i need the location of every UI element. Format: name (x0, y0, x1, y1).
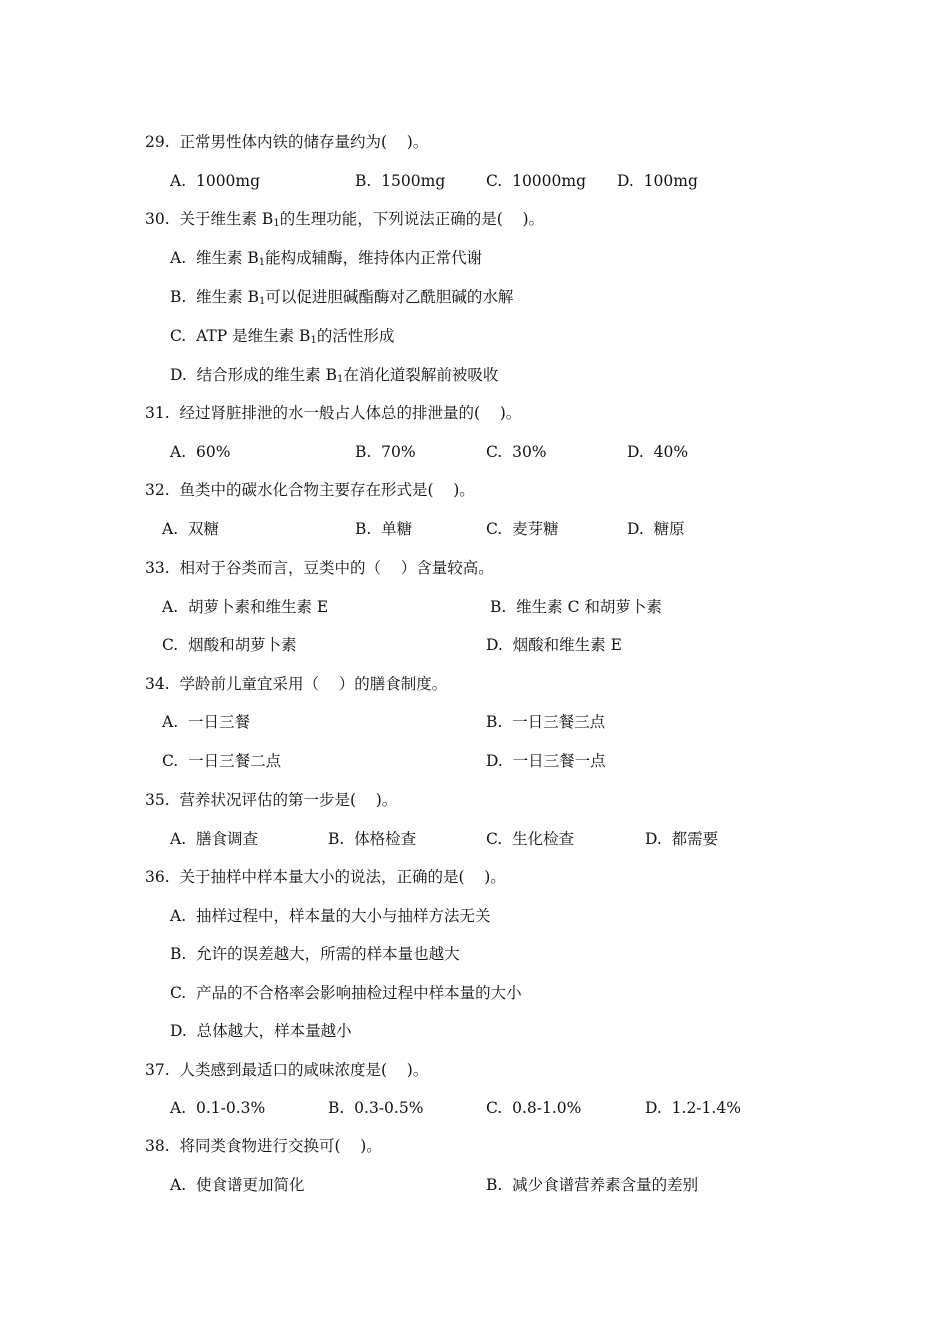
question-37-stem: 37. 人类感到最适口的咸味浓度是( )。 (145, 1061, 429, 1079)
question-36-stem: 36. 关于抽样中样本量大小的说法，正确的是( )。 (145, 868, 506, 886)
question-36-option-c: C. 产品的不合格率会影响抽检过程中样本量的大小 (170, 984, 522, 1002)
question-34-option-b: B. 一日三餐三点 (486, 713, 606, 731)
question-37-option-d: D. 1.2-1.4% (645, 1099, 741, 1117)
question-33-option-d: D. 烟酸和维生素 E (486, 636, 622, 654)
question-29-option-c: C. 10000mg (486, 172, 587, 190)
question-31-option-a: A. 60% (170, 443, 231, 461)
question-38-option-a: A. 使食谱更加简化 (170, 1176, 305, 1194)
question-29-option-b: B. 1500mg (355, 172, 446, 190)
question-30-option-c: C. ATP 是维生素 $B_1$的活性形成 (170, 327, 395, 346)
question-35-option-b: B. 体格检查 (328, 830, 417, 848)
question-29-stem: 29. 正常男性体内铁的储存量约为( )。 (145, 133, 429, 151)
question-36-option-d: D. 总体越大，样本量越小 (170, 1022, 352, 1040)
question-34-stem: 34. 学龄前儿童宜采用（ ）的膳食制度。 (145, 675, 448, 693)
question-35-option-c: C. 生化检查 (486, 830, 575, 848)
question-38-stem: 38. 将同类食物进行交换可( )。 (145, 1137, 382, 1155)
question-34-option-c: C. 一日三餐二点 (162, 752, 282, 770)
question-35-option-a: A. 膳食调查 (170, 830, 258, 848)
question-37-option-c: C. 0.8-1.0% (486, 1099, 582, 1117)
question-31-option-c: C. 30% (486, 443, 547, 461)
question-30-option-b: B. 维生素 $B_1$可以促进胆碱酯酶对乙酰胆碱的水解 (170, 288, 514, 307)
question-32-stem: 32. 鱼类中的碳水化合物主要存在形式是( )。 (145, 481, 475, 499)
question-31-stem: 31. 经过肾脏排泄的水一般占人体总的排泄量的( )。 (145, 404, 522, 422)
question-32-option-a: A. 双糖 (162, 520, 219, 538)
question-37-option-a: A. 0.1-0.3% (170, 1099, 266, 1117)
question-32-option-b: B. 单糖 (355, 520, 413, 538)
question-35-option-d: D. 都需要 (645, 830, 719, 848)
question-36-option-a: A. 抽样过程中，样本量的大小与抽样方法无关 (170, 907, 491, 925)
question-32-option-c: C. 麦芽糖 (486, 520, 559, 538)
question-34-option-a: A. 一日三餐 (162, 713, 250, 731)
question-33-option-a: A. 胡萝卜素和维生素 E (162, 598, 329, 616)
question-33-option-c: C. 烟酸和胡萝卜素 (162, 636, 297, 654)
question-35-stem: 35. 营养状况评估的第一步是( )。 (145, 791, 398, 809)
question-33-stem: 33. 相对于谷类而言，豆类中的（ ）含量较高。 (145, 559, 494, 577)
question-33-option-b: B. 维生素 C 和胡萝卜素 (490, 598, 662, 616)
question-30-stem: 30. 关于维生素 $B_1$的生理功能，下列说法正确的是( )。 (145, 210, 545, 229)
question-31-option-d: D. 40% (627, 443, 689, 461)
question-37-option-b: B. 0.3-0.5% (328, 1099, 424, 1117)
question-30-option-a: A. 维生素 $B_1$能构成辅酶，维持体内正常代谢 (170, 249, 483, 268)
question-34-option-d: D. 一日三餐一点 (486, 752, 606, 770)
question-30-option-d: D. 结合形成的维生素 $B_1$在消化道裂解前被吸收 (170, 366, 499, 385)
question-31-option-b: B. 70% (355, 443, 416, 461)
question-29-option-a: A. 1000mg (170, 172, 261, 190)
question-29-option-d: D. 100mg (617, 172, 698, 190)
question-38-option-b: B. 减少食谱营养素含量的差别 (486, 1176, 699, 1194)
question-32-option-d: D. 糖原 (627, 520, 685, 538)
question-36-option-b: B. 允许的误差越大，所需的样本量也越大 (170, 945, 460, 963)
